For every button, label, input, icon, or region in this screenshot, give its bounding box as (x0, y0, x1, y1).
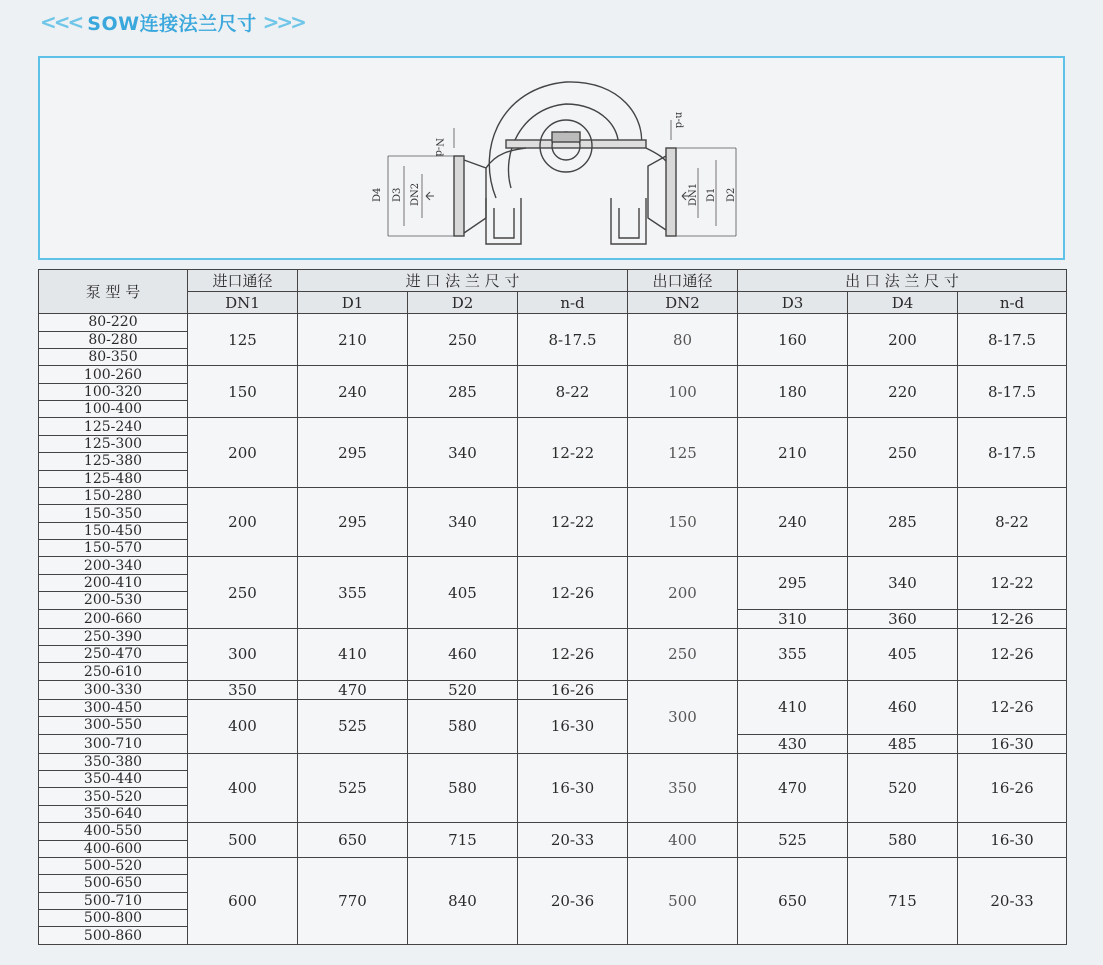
model-cell: 200-530 (39, 592, 188, 609)
d2-cell: 340 (408, 418, 518, 488)
model-cell: 125-300 (39, 435, 188, 452)
outlet-nd-cell: 8-17.5 (958, 314, 1067, 366)
subheader-d3: D3 (738, 292, 848, 314)
d3-cell: 355 (738, 628, 848, 680)
d3-cell: 410 (738, 680, 848, 734)
section-title-bar (40, 8, 304, 36)
dn2-cell: 400 (628, 823, 738, 858)
dn2-cell: 125 (628, 418, 738, 488)
header-outlet-flange: 出 口 法 兰 尺 寸 (738, 270, 1067, 292)
table-row (39, 418, 1067, 435)
subheader-dn2: DN2 (628, 292, 738, 314)
d2-cell: 840 (408, 857, 518, 944)
model-cell: 500-800 (39, 910, 188, 927)
table-row (39, 366, 1067, 383)
dn2-cell: 80 (628, 314, 738, 366)
outlet-nd-cell: 16-30 (958, 823, 1067, 858)
model-cell: 200-340 (39, 557, 188, 574)
d4-cell: 715 (848, 857, 958, 944)
dim-label-d1: D1 (706, 187, 717, 202)
d1-cell: 295 (298, 418, 408, 488)
table-row (39, 823, 1067, 840)
d2-cell: 250 (408, 314, 518, 366)
model-cell: 250-470 (39, 646, 188, 663)
dn1-cell: 400 (188, 699, 298, 753)
d1-cell: 240 (298, 366, 408, 418)
d3-cell: 295 (738, 557, 848, 609)
dn1-cell: 400 (188, 753, 298, 823)
d2-cell: 715 (408, 823, 518, 858)
model-cell: 350-380 (39, 753, 188, 770)
dn1-cell: 250 (188, 557, 298, 628)
model-cell: 400-600 (39, 840, 188, 857)
dn2-cell: 200 (628, 557, 738, 628)
subheader-outlet-nd: n-d (958, 292, 1067, 314)
model-cell: 125-380 (39, 453, 188, 470)
dim-label-inlet-holes: N-d (433, 138, 444, 157)
model-cell: 150-280 (39, 487, 188, 504)
inlet-nd-cell: 12-22 (518, 487, 628, 557)
model-cell: 500-860 (39, 927, 188, 945)
d1-cell: 355 (298, 557, 408, 628)
inlet-nd-cell: 20-33 (518, 823, 628, 858)
model-cell: 300-330 (39, 680, 188, 699)
subheader-inlet-nd: n-d (518, 292, 628, 314)
dn1-cell: 200 (188, 487, 298, 557)
right-chevrons-icon: >>> (262, 10, 304, 34)
dim-label-outlet-holes: n-d (673, 112, 684, 129)
d4-cell: 485 (848, 734, 958, 753)
model-cell: 100-260 (39, 366, 188, 383)
d1-cell: 410 (298, 628, 408, 680)
section-title: SOW连接法兰尺寸 (87, 12, 257, 35)
table-row (39, 753, 1067, 770)
inlet-nd-cell: 16-30 (518, 699, 628, 753)
model-cell: 80-220 (39, 314, 188, 331)
pump-flange-drawing (336, 68, 776, 254)
dn2-cell: 100 (628, 366, 738, 418)
model-cell: 100-320 (39, 383, 188, 400)
inlet-nd-cell: 12-26 (518, 628, 628, 680)
d2-cell: 520 (408, 680, 518, 699)
dn1-cell: 600 (188, 857, 298, 944)
model-cell: 500-710 (39, 892, 188, 909)
outlet-nd-cell: 12-22 (958, 557, 1067, 609)
d1-cell: 210 (298, 314, 408, 366)
table-row (39, 314, 1067, 331)
model-cell: 250-390 (39, 628, 188, 645)
model-cell: 350-640 (39, 805, 188, 822)
d1-cell: 770 (298, 857, 408, 944)
d4-cell: 220 (848, 366, 958, 418)
outlet-nd-cell: 16-26 (958, 753, 1067, 823)
subheader-row (39, 292, 1067, 314)
dim-label-dn2: DN2 (410, 182, 421, 206)
inlet-nd-cell: 8-17.5 (518, 314, 628, 366)
table-row (39, 557, 1067, 574)
d2-cell: 285 (408, 366, 518, 418)
d2-cell: 340 (408, 487, 518, 557)
d3-cell: 180 (738, 366, 848, 418)
outlet-nd-cell: 12-26 (958, 628, 1067, 680)
inlet-nd-cell: 16-30 (518, 753, 628, 823)
model-cell: 250-610 (39, 663, 188, 680)
d2-cell: 405 (408, 557, 518, 628)
d3-cell: 240 (738, 487, 848, 557)
model-cell: 80-280 (39, 331, 188, 348)
model-cell: 100-400 (39, 401, 188, 418)
outlet-nd-cell: 16-30 (958, 734, 1067, 753)
model-cell: 80-350 (39, 348, 188, 365)
model-cell: 500-650 (39, 875, 188, 892)
d4-cell: 405 (848, 628, 958, 680)
inlet-nd-cell: 12-22 (518, 418, 628, 488)
inlet-nd-cell: 16-26 (518, 680, 628, 699)
dim-label-d4: D4 (372, 187, 383, 202)
d1-cell: 295 (298, 487, 408, 557)
outlet-nd-cell: 12-26 (958, 680, 1067, 734)
model-cell: 400-550 (39, 823, 188, 840)
outlet-nd-cell: 20-33 (958, 857, 1067, 944)
d3-cell: 525 (738, 823, 848, 858)
header-model: 泵 型 号 (39, 270, 188, 314)
dim-label-dn1: DN1 (688, 182, 699, 206)
dn2-cell: 150 (628, 487, 738, 557)
pump-flange-diagram-panel (38, 56, 1065, 260)
dn1-cell: 200 (188, 418, 298, 488)
model-cell: 300-550 (39, 717, 188, 734)
d4-cell: 360 (848, 609, 958, 628)
inlet-flow-arrow-icon (426, 192, 434, 200)
table-row (39, 628, 1067, 645)
model-cell: 300-710 (39, 734, 188, 753)
table-row (39, 680, 1067, 699)
d2-cell: 580 (408, 753, 518, 823)
d3-cell: 210 (738, 418, 848, 488)
inlet-nd-cell: 8-22 (518, 366, 628, 418)
table-row (39, 857, 1067, 874)
model-cell: 150-450 (39, 522, 188, 539)
model-cell: 350-440 (39, 771, 188, 788)
d4-cell: 200 (848, 314, 958, 366)
outlet-nd-cell: 8-17.5 (958, 418, 1067, 488)
d2-cell: 580 (408, 699, 518, 753)
d2-cell: 460 (408, 628, 518, 680)
outlet-nd-cell: 8-17.5 (958, 366, 1067, 418)
table-row (39, 487, 1067, 504)
dn1-cell: 125 (188, 314, 298, 366)
flange-dimension-table (38, 269, 1067, 945)
model-cell: 200-410 (39, 574, 188, 591)
dn1-cell: 350 (188, 680, 298, 699)
outlet-nd-cell: 12-26 (958, 609, 1067, 628)
d4-cell: 285 (848, 487, 958, 557)
d3-cell: 650 (738, 857, 848, 944)
dn2-cell: 350 (628, 753, 738, 823)
dn1-cell: 150 (188, 366, 298, 418)
subheader-d4: D4 (848, 292, 958, 314)
dn1-cell: 300 (188, 628, 298, 680)
model-cell: 300-450 (39, 699, 188, 716)
dn2-cell: 250 (628, 628, 738, 680)
model-cell: 150-350 (39, 505, 188, 522)
model-cell: 350-520 (39, 788, 188, 805)
d1-cell: 470 (298, 680, 408, 699)
d3-cell: 160 (738, 314, 848, 366)
model-cell: 200-660 (39, 609, 188, 628)
dim-label-d2: D2 (726, 187, 737, 202)
d3-cell: 310 (738, 609, 848, 628)
d3-cell: 470 (738, 753, 848, 823)
d4-cell: 460 (848, 680, 958, 734)
model-cell: 500-520 (39, 857, 188, 874)
outlet-nd-cell: 8-22 (958, 487, 1067, 557)
d1-cell: 525 (298, 699, 408, 753)
d1-cell: 525 (298, 753, 408, 823)
d1-cell: 650 (298, 823, 408, 858)
dn2-cell: 300 (628, 680, 738, 753)
model-cell: 125-480 (39, 470, 188, 487)
d4-cell: 340 (848, 557, 958, 609)
model-cell: 150-570 (39, 540, 188, 557)
inlet-nd-cell: 20-36 (518, 857, 628, 944)
dim-label-d3: D3 (392, 187, 403, 202)
d4-cell: 520 (848, 753, 958, 823)
left-chevrons-icon: <<< (40, 10, 82, 34)
dn2-cell: 500 (628, 857, 738, 944)
header-inlet-bore: 进口通径 (188, 270, 298, 292)
subheader-d1: D1 (298, 292, 408, 314)
d4-cell: 250 (848, 418, 958, 488)
subheader-dn1: DN1 (188, 292, 298, 314)
d4-cell: 580 (848, 823, 958, 858)
model-cell: 125-240 (39, 418, 188, 435)
header-row (39, 270, 1067, 292)
header-outlet-bore: 出口通径 (628, 270, 738, 292)
inlet-nd-cell: 12-26 (518, 557, 628, 628)
header-inlet-flange: 进 口 法 兰 尺 寸 (298, 270, 628, 292)
subheader-d2: D2 (408, 292, 518, 314)
dn1-cell: 500 (188, 823, 298, 858)
d3-cell: 430 (738, 734, 848, 753)
